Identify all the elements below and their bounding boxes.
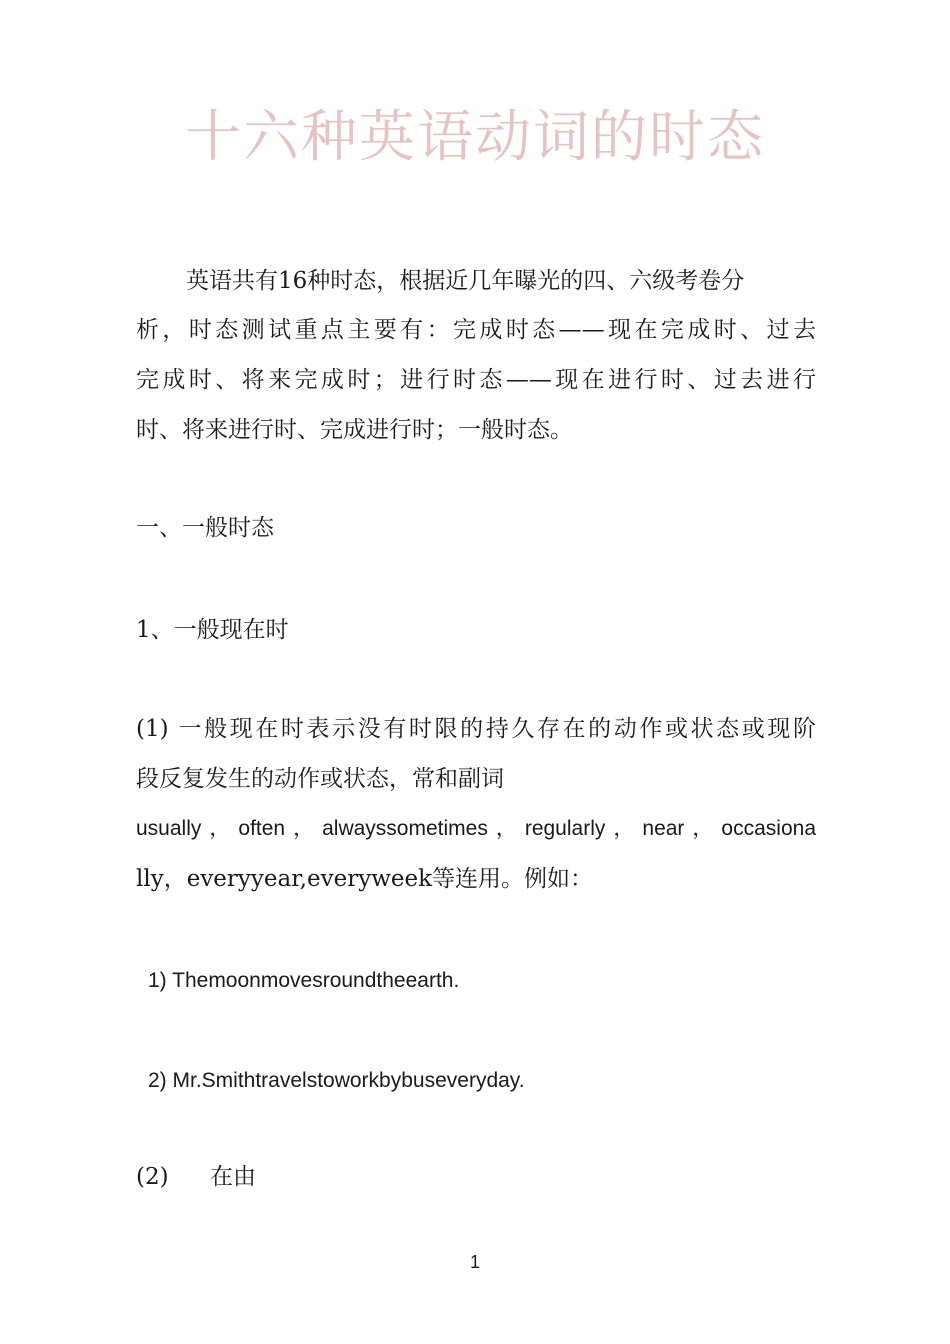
intro-line-2: 析，时态测试重点主要有：完成时态——现在完成时、过去 — [136, 317, 816, 343]
point1-line-2: 段反复发生的动作或状态，常和副词 — [136, 766, 504, 792]
intro-line-3: 完成时、将来完成时；进行时态——现在进行时、过去进行 — [136, 367, 816, 393]
section-heading: 一、一般时态 — [136, 515, 274, 541]
point2-label: (2) — [136, 1164, 169, 1190]
point2-text: 在由 — [210, 1164, 256, 1190]
intro-line-4: 时、将来进行时、完成进行时；一般时态。 — [136, 417, 573, 443]
intro-line-1: 英语共有16种时态，根据近几年曝光的四、六级考卷分 — [186, 268, 745, 294]
point1-line-1: (1) 一般现在时表示没有时限的持久存在的动作或状态或现阶 — [136, 716, 816, 742]
document-title: 十六种英语动词的时态 — [185, 105, 765, 170]
example-2: 2) Mr.Smithtravelstoworkbybuseveryday. — [148, 1069, 525, 1092]
example-1: 1) Themoonmovesroundtheearth. — [148, 969, 460, 992]
point2-line — [136, 1161, 816, 1193]
point1-line-3: usually，often，alwayssometimes，regularly，near，occasiona — [136, 817, 816, 840]
subsection-heading: 1、一般现在时 — [136, 617, 289, 643]
page-number: 1 — [469, 1252, 480, 1272]
point1-line-4: lly，everyyear,everyweek等连用。例如： — [136, 866, 594, 892]
